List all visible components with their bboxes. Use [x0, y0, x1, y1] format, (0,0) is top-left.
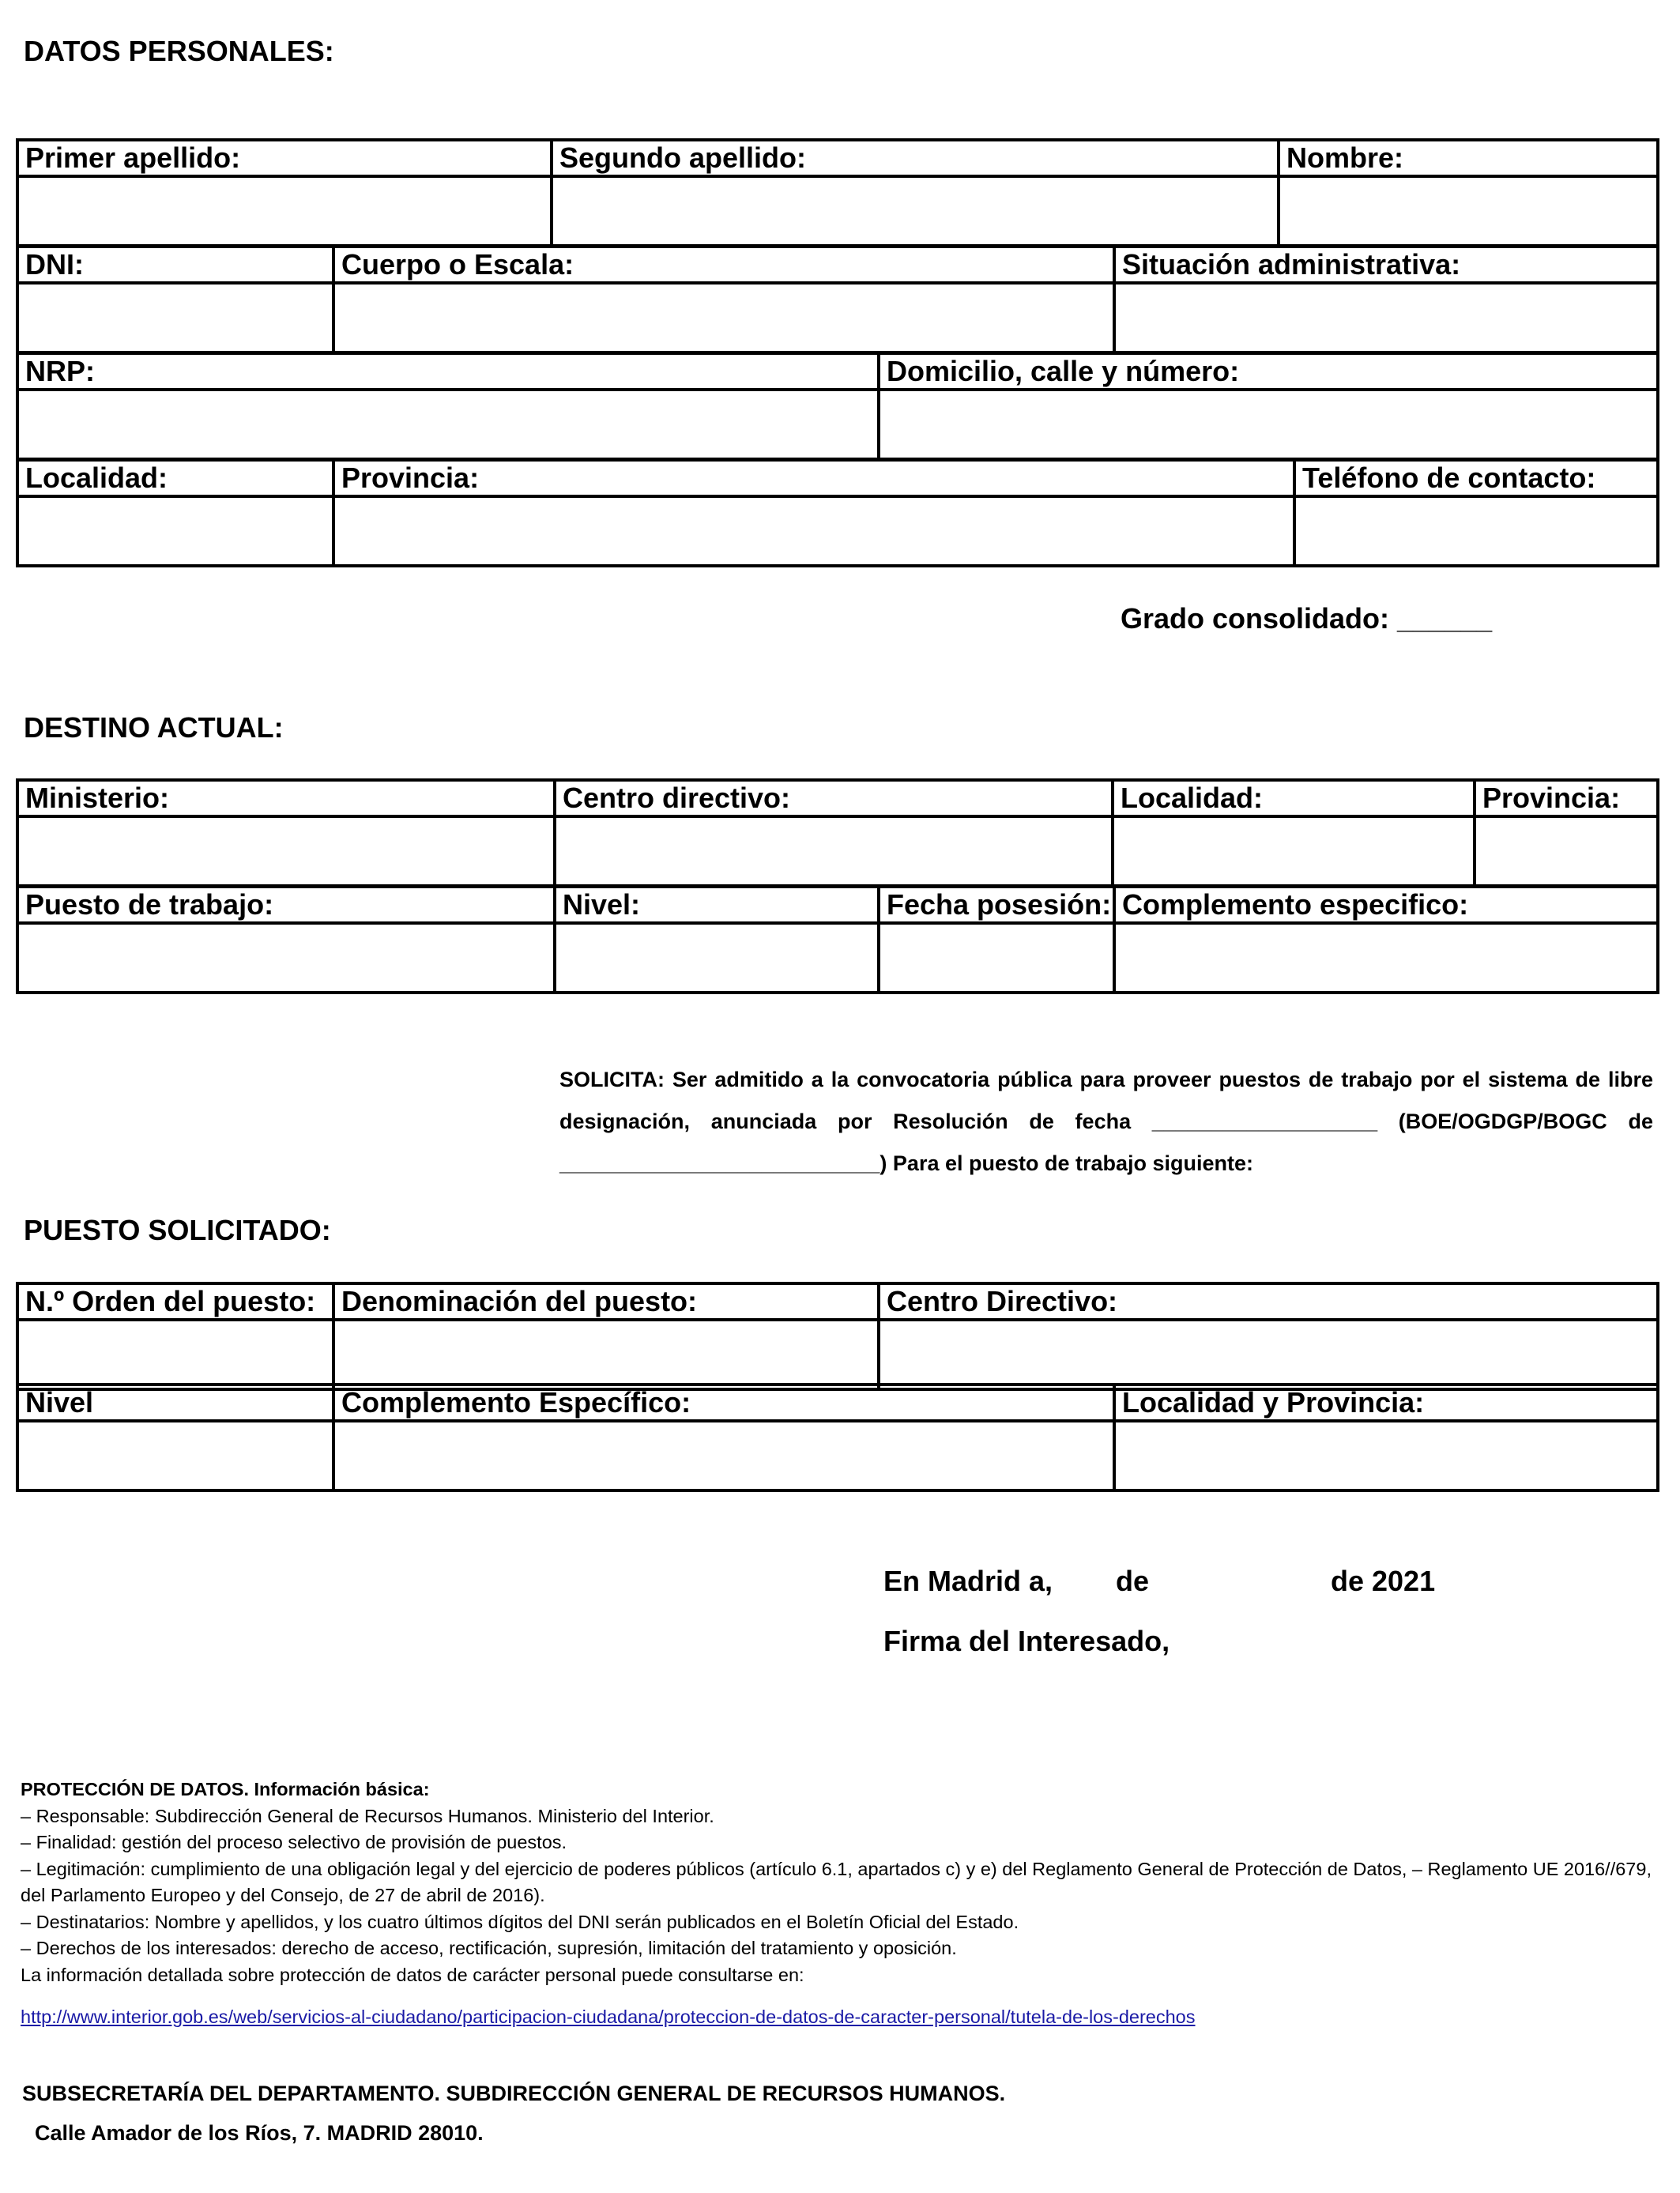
field-provincia[interactable]	[333, 496, 1294, 566]
label-localidad: Localidad:	[17, 460, 333, 496]
label-telefono: Teléfono de contacto:	[1294, 460, 1658, 496]
datos-personales-table	[16, 138, 1659, 247]
field-nrp[interactable]	[17, 390, 879, 459]
destino-actual-table-2	[16, 885, 1659, 994]
privacy-finalidad: – Finalidad: gestión del proceso selectivo de provisión de puestos.	[21, 1832, 567, 1852]
field-localidad[interactable]	[17, 496, 333, 566]
privacy-link[interactable]: http://www.interior.gob.es/web/servicios-al-ciudadano/participacion-ciudadana/proteccion-de-datos-de-caracter-personal/tutela-de-los-derechos	[21, 2006, 1196, 2027]
privacy-responsable: – Responsable: Subdirección General de Recursos Humanos. Ministerio del Interior.	[21, 1805, 714, 1826]
label-situacion-administrativa: Situación administrativa:	[1114, 247, 1658, 283]
footer-address: Calle Amador de los Ríos, 7. MADRID 28010.	[35, 2121, 484, 2145]
field-domicilio[interactable]	[879, 390, 1658, 459]
field-nombre[interactable]	[1279, 176, 1658, 246]
privacy-info: La información detallada sobre protección de datos de carácter personal puede consultarse en:	[21, 1964, 804, 1985]
field-dni[interactable]	[17, 283, 333, 352]
datos-personales-table-3	[16, 352, 1659, 461]
field-complemento-especifico[interactable]	[1114, 923, 1658, 993]
puesto-solicitado-table	[16, 1282, 1659, 1391]
solicita-paragraph: SOLICITA: Ser admitido a la convocatoria pública para proveer puestos de trabajo por el sistema de libre designación, anunciada por Resolución de fecha ___________________ (BOE/OGDGP/BOGC de ___________________________) Para el puesto de trabajo siguiente:	[559, 1068, 1653, 1175]
label-provincia: Provincia:	[333, 460, 1294, 496]
proteccion-datos-title: PROTECCIÓN DE DATOS. Información básica:	[21, 1779, 430, 1799]
privacy-destinatarios: – Destinatarios: Nombre y apellidos, y los cuatro últimos dígitos del DNI serán publicados en el Boletín Oficial del Estado.	[21, 1911, 1019, 1932]
field-orden-puesto[interactable]	[17, 1320, 333, 1389]
privacy-derechos: – Derechos de los interesados: derecho de acceso, rectificación, supresión, limitación del tratamiento y oposición.	[21, 1938, 957, 1958]
field-puesto-centro-directivo[interactable]	[879, 1320, 1658, 1389]
label-fecha-posesion: Fecha posesión:	[879, 887, 1114, 923]
label-puesto-nivel: Nivel	[17, 1385, 333, 1421]
datos-personales-table-2	[16, 245, 1659, 354]
label-nrp: NRP:	[17, 353, 879, 390]
proteccion-datos-block	[21, 1777, 1661, 2031]
de-text: de	[1116, 1565, 1150, 1597]
section-title-puesto-solicitado: PUESTO SOLICITADO:	[24, 1214, 331, 1246]
field-ministerio[interactable]	[17, 816, 555, 886]
destino-actual-table	[16, 778, 1659, 887]
field-centro-directivo[interactable]	[555, 816, 1113, 886]
field-primer-apellido[interactable]	[17, 176, 552, 246]
field-destino-localidad[interactable]	[1113, 816, 1475, 886]
puesto-solicitado-table-2	[16, 1383, 1659, 1492]
label-destino-localidad: Localidad:	[1113, 780, 1475, 816]
label-orden-puesto: N.º Orden del puesto:	[17, 1283, 333, 1320]
label-complemento-especifico: Complemento especifico:	[1114, 887, 1658, 923]
footer-subsecretaria: SUBSECRETARÍA DEL DEPARTAMENTO. SUBDIRECCIÓN GENERAL DE RECURSOS HUMANOS.	[22, 2082, 1006, 2105]
field-puesto-trabajo[interactable]	[17, 923, 555, 993]
section-title-datos-personales: DATOS PERSONALES:	[24, 35, 334, 67]
label-puesto-trabajo: Puesto de trabajo:	[17, 887, 555, 923]
en-madrid-text: En Madrid a,	[883, 1565, 1053, 1597]
field-puesto-complemento[interactable]	[333, 1421, 1114, 1490]
label-ministerio: Ministerio:	[17, 780, 555, 816]
label-domicilio: Domicilio, calle y número:	[879, 353, 1658, 390]
field-fecha-posesion[interactable]	[879, 923, 1114, 993]
label-cuerpo-escala: Cuerpo o Escala:	[333, 247, 1114, 283]
grado-consolidado: Grado consolidado: ______	[1121, 602, 1493, 635]
label-dni: DNI:	[17, 247, 333, 283]
field-puesto-nivel[interactable]	[17, 1421, 333, 1490]
label-nombre: Nombre:	[1279, 140, 1658, 176]
label-localidad-provincia: Localidad y Provincia:	[1114, 1385, 1658, 1421]
datos-personales-table-4	[16, 458, 1659, 567]
field-situacion-administrativa[interactable]	[1114, 283, 1658, 352]
field-destino-provincia[interactable]	[1475, 816, 1658, 886]
field-segundo-apellido[interactable]	[552, 176, 1279, 246]
label-puesto-complemento: Complemento Específico:	[333, 1385, 1114, 1421]
field-denominacion-puesto[interactable]	[333, 1320, 879, 1389]
label-segundo-apellido: Segundo apellido:	[552, 140, 1279, 176]
field-localidad-provincia[interactable]	[1114, 1421, 1658, 1490]
privacy-legitimacion: – Legitimación: cumplimiento de una obligación legal y del ejercicio de poderes públicos (artículo 6.1, apartados c) y e) del Reglamento General de Protección de Datos, – Reglamento UE 2016//679, del Parlamento Europeo y del Consejo, de 27 de abril de 2016).	[21, 1858, 1652, 1905]
field-cuerpo-escala[interactable]	[333, 283, 1114, 352]
field-nivel[interactable]	[555, 923, 879, 993]
section-title-destino-actual: DESTINO ACTUAL:	[24, 711, 284, 744]
privacy-link-wrapper	[21, 2004, 1661, 2031]
label-nivel: Nivel:	[555, 887, 879, 923]
field-telefono[interactable]	[1294, 496, 1658, 566]
firma-interesado: Firma del Interesado,	[883, 1625, 1170, 1657]
de-2021-text: de 2021	[1331, 1565, 1436, 1597]
label-denominacion-puesto: Denominación del puesto:	[333, 1283, 879, 1320]
label-destino-provincia: Provincia:	[1475, 780, 1658, 816]
label-puesto-centro-directivo: Centro Directivo:	[879, 1283, 1658, 1320]
label-centro-directivo: Centro directivo:	[555, 780, 1113, 816]
label-primer-apellido: Primer apellido:	[17, 140, 552, 176]
